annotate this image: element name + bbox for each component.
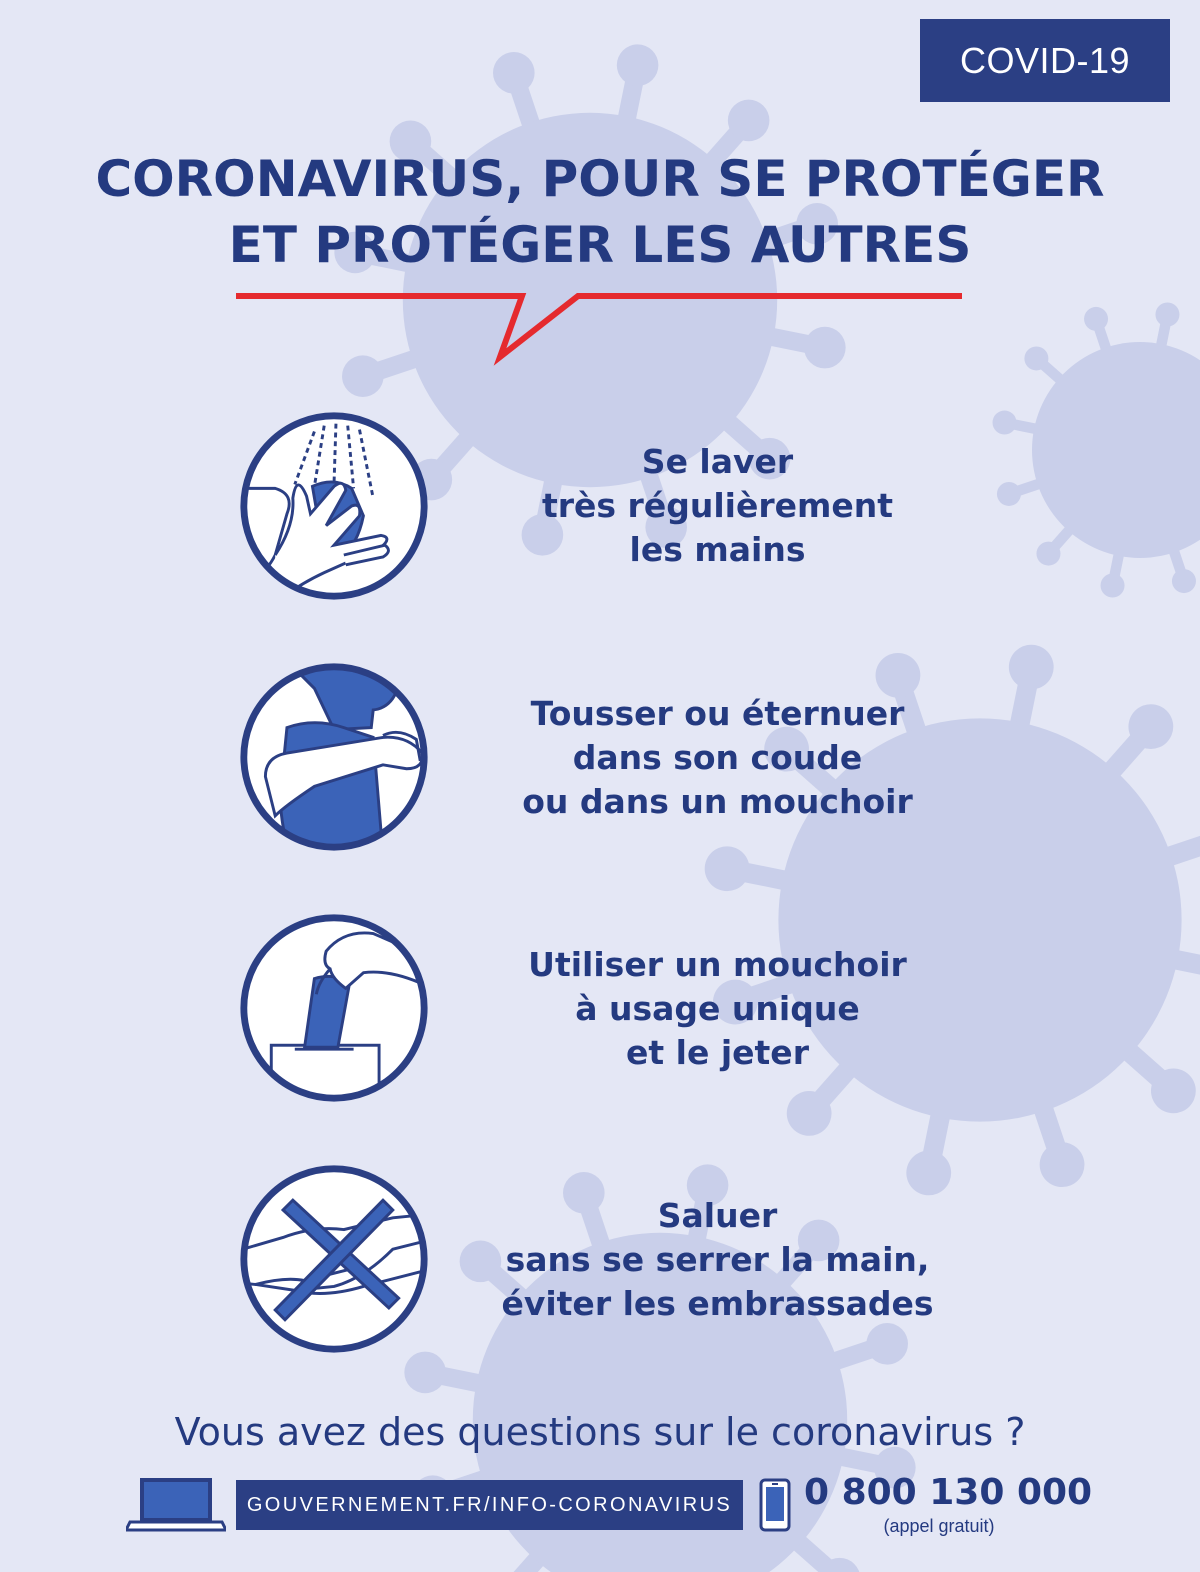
virus-spike-tip <box>1101 573 1125 597</box>
virus-spike-tip <box>1036 542 1060 566</box>
title-line-1: CORONAVIRUS, POUR SE PROTÉGER <box>95 150 1105 208</box>
virus-spike-tip <box>993 411 1017 435</box>
rule-text-line: sans se serrer la main, <box>505 1240 930 1279</box>
virus-spike-tip <box>1128 704 1173 749</box>
rule-text-line: Saluer <box>657 1196 778 1235</box>
hand-washing-icon <box>236 408 432 604</box>
virus-spike-tip <box>404 1352 446 1394</box>
rule-text-line: et le jeter <box>626 1033 809 1072</box>
rule-text-line: dans son coude <box>572 738 863 777</box>
covid-badge: COVID-19 <box>920 19 1170 102</box>
rule-text-line: les mains <box>629 530 806 569</box>
virus-spike-tip <box>1172 569 1196 593</box>
virus-spike-tip <box>997 482 1021 506</box>
tissue-box-icon <box>236 910 432 1106</box>
speech-bubble-underline <box>0 0 1200 380</box>
rule-tissue <box>470 943 965 1075</box>
rule-wash-hands <box>470 440 965 572</box>
rule-text-line: éviter les embrassades <box>501 1284 934 1323</box>
rule-text-line: à usage unique <box>575 989 860 1028</box>
title-line-2: ET PROTÉGER LES AUTRES <box>228 216 972 274</box>
info-url-link[interactable]: GOUVERNEMENT.FR/INFO-CORONAVIRUS <box>236 1480 743 1530</box>
rule-no-handshake <box>470 1194 965 1326</box>
smartphone-icon <box>758 1478 792 1532</box>
virus-spike-tip <box>787 1091 832 1136</box>
rule-text-line: très régulièrement <box>541 486 894 525</box>
laptop-icon <box>126 1478 226 1532</box>
rule-text-line: Se laver <box>641 442 794 481</box>
virus-spike-tip <box>1151 1068 1196 1113</box>
virus-spike-tip <box>1009 645 1054 690</box>
rule-text-line: Tousser ou éternuer <box>530 694 905 733</box>
rule-text-line: ou dans un mouchoir <box>522 782 913 821</box>
virus-spike-tip <box>705 846 750 891</box>
elbow-cough-icon <box>236 659 432 855</box>
rule-text-line: Utiliser un mouchoir <box>528 945 907 984</box>
virus-spike-tip <box>866 1323 908 1365</box>
questions-heading: Vous avez des questions sur le coronavirus ? <box>174 1410 1026 1454</box>
phone-note: (appel gratuit) <box>883 1516 995 1536</box>
rule-cough-elbow <box>470 692 965 824</box>
virus-spike-tip <box>1040 1142 1085 1187</box>
no-handshake-icon <box>236 1161 432 1357</box>
phone-number[interactable]: 0 800 130 000 <box>804 1472 1093 1513</box>
